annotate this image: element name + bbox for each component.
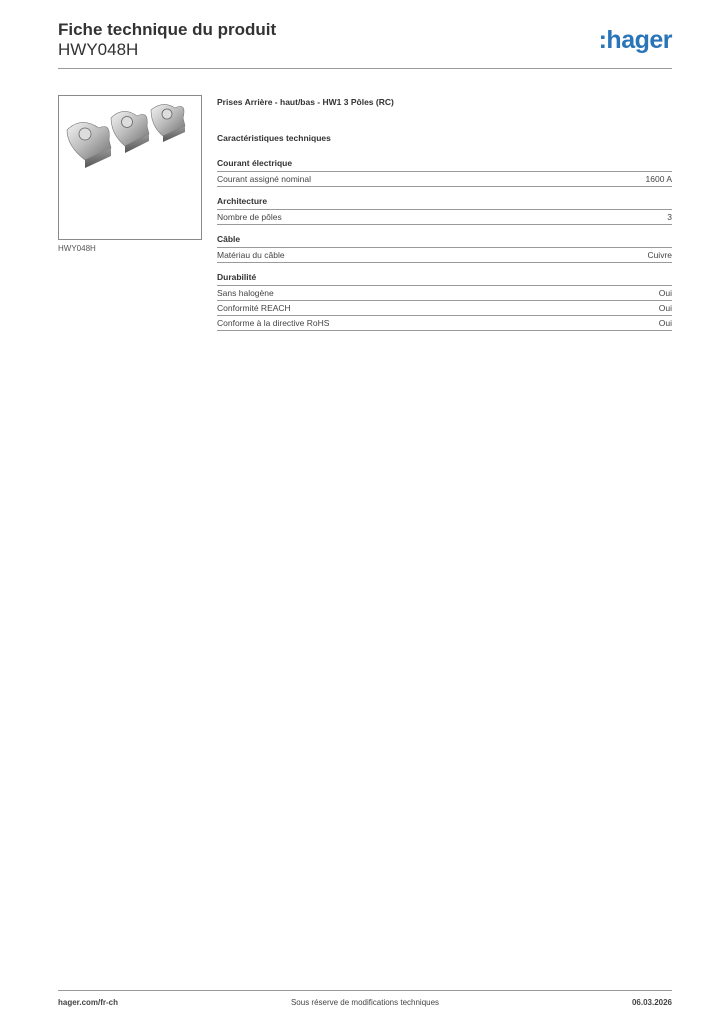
product-description: Prises Arrière - haut/bas - HW1 3 Pôles (RC) xyxy=(217,97,394,107)
image-caption: HWY048H xyxy=(58,244,96,253)
footer-website-link[interactable]: hager.com/fr-ch xyxy=(58,998,119,1007)
spec-group-architecture xyxy=(217,196,672,225)
spec-value: 1600 A xyxy=(645,174,672,184)
spec-group-durability xyxy=(217,272,672,331)
terminal-block-1 xyxy=(67,122,111,168)
page-header xyxy=(58,20,672,60)
spec-value: Oui xyxy=(658,288,672,298)
terminal-block-2 xyxy=(111,111,149,153)
spec-row xyxy=(217,172,672,187)
spec-value: 3 xyxy=(667,212,672,222)
spec-row xyxy=(217,286,672,301)
document-title: Fiche technique du produit xyxy=(58,20,277,39)
footer-divider xyxy=(58,990,672,991)
group-title: Architecture xyxy=(217,196,672,210)
spec-label: Courant assigné nominal xyxy=(217,174,312,184)
spec-group-electric xyxy=(217,158,672,187)
hager-logo: :hager xyxy=(598,26,672,54)
spec-value: Oui xyxy=(658,303,672,313)
spec-label: Conforme à la directive RoHS xyxy=(217,318,330,328)
group-title: Durabilité xyxy=(217,272,672,286)
spec-label: Sans halogène xyxy=(217,288,274,298)
footer-date: 06.03.2026 xyxy=(631,998,672,1007)
spec-row xyxy=(217,248,672,263)
spec-label: Conformité REACH xyxy=(217,303,291,313)
product-code: HWY048H xyxy=(58,40,139,59)
spec-content xyxy=(217,96,672,331)
product-image xyxy=(59,96,201,239)
spec-label: Matériau du câble xyxy=(217,250,285,260)
terminal-block-3 xyxy=(151,104,185,142)
spec-value: Cuivre xyxy=(647,250,672,260)
header-divider xyxy=(58,68,672,69)
group-title: Câble xyxy=(217,234,672,248)
specs-heading: Caractéristiques techniques xyxy=(217,133,331,143)
spec-label: Nombre de pôles xyxy=(217,212,282,222)
spec-row xyxy=(217,301,672,316)
spec-row xyxy=(217,316,672,331)
spec-group-cable xyxy=(217,234,672,263)
spec-value: Oui xyxy=(658,318,672,328)
footer-disclaimer: Sous réserve de modifications techniques xyxy=(290,998,440,1007)
group-title: Courant électrique xyxy=(217,158,672,172)
product-image-frame xyxy=(58,95,202,240)
spec-row xyxy=(217,210,672,225)
